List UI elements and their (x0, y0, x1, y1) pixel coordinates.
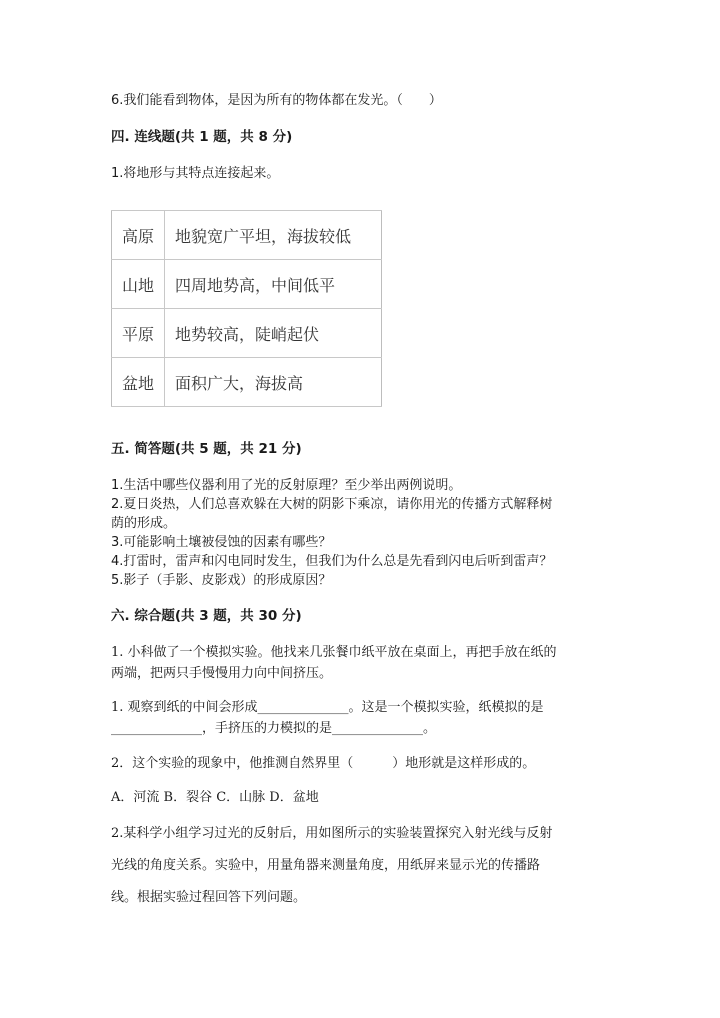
section-6-sub2: 2．这个实验的现象中，他推测自然界里（ ）地形就是这样形成的。 (111, 756, 536, 771)
terrain-table (111, 210, 382, 407)
terrain-name: 高原 (112, 211, 165, 260)
section-6-q1-line-1: 1. 小科做了一个模拟实验。他找来几张餐巾纸平放在桌面上，再把手放在纸的 (111, 645, 557, 660)
table-row (112, 211, 382, 260)
table-row (112, 260, 382, 309)
terrain-feature: 地势较高，陡峭起伏 (165, 309, 382, 358)
section-6-sub1-line-1: 1. 观察到纸的中间会形成______________。这是一个模拟实验，纸模拟的是 (111, 700, 544, 715)
terrain-name: 盆地 (112, 358, 165, 407)
section-5-line-1: 1.生活中哪些仪器利用了光的反射原理？至少举出两例说明。 (111, 478, 462, 493)
section-5-line-2: 2.夏日炎热，人们总喜欢躲在大树的阴影下乘凉，请你用光的传播方式解释树 (111, 497, 553, 512)
terrain-feature: 地貌宽广平坦，海拔较低 (165, 211, 382, 260)
section-4-question-1: 1.将地形与其特点连接起来。 (111, 166, 280, 181)
section-4-title: 四. 连线题(共 1 题，共 8 分) (111, 129, 293, 145)
section-5-line-4: 3.可能影响土壤被侵蚀的因素有哪些？ (111, 535, 332, 550)
section-6-q2-line-2: 光线的角度关系。实验中，用量角器来测量角度，用纸屏来显示光的传播路 (111, 858, 541, 873)
section-5-line-3: 荫的形成。 (111, 516, 177, 531)
terrain-name: 平原 (112, 309, 165, 358)
section-6-sub1-line-2: ______________，手挤压的力模拟的是______________。 (111, 721, 437, 736)
table-row (112, 309, 382, 358)
section-6-title: 六. 综合题(共 3 题，共 30 分) (111, 608, 302, 624)
section-5-line-5: 4.打雷时，雷声和闪电同时发生，但我们为什么总是先看到闪电后听到雷声？ (111, 554, 553, 569)
section-6-q2-line-3: 线。根据实验过程回答下列问题。 (111, 890, 307, 905)
question-6: 6.我们能看到物体，是因为所有的物体都在发光。（ ） (111, 93, 442, 108)
terrain-name: 山地 (112, 260, 165, 309)
terrain-feature: 四周地势高，中间低平 (165, 260, 382, 309)
table-row (112, 358, 382, 407)
section-5-title: 五. 简答题(共 5 题，共 21 分) (111, 441, 302, 457)
terrain-feature: 面积广大，海拔高 (165, 358, 382, 407)
section-6-q2-line-1: 2.某科学小组学习过光的反射后，用如图所示的实验装置探究入射光线与反射 (111, 826, 553, 841)
section-6-options: A．河流 B．裂谷 C．山脉 D．盆地 (111, 790, 319, 805)
section-6-q1-line-2: 两端，把两只手慢慢用力向中间挤压。 (111, 666, 333, 681)
section-5-line-6: 5.影子（手影、皮影戏）的形成原因？ (111, 573, 332, 588)
